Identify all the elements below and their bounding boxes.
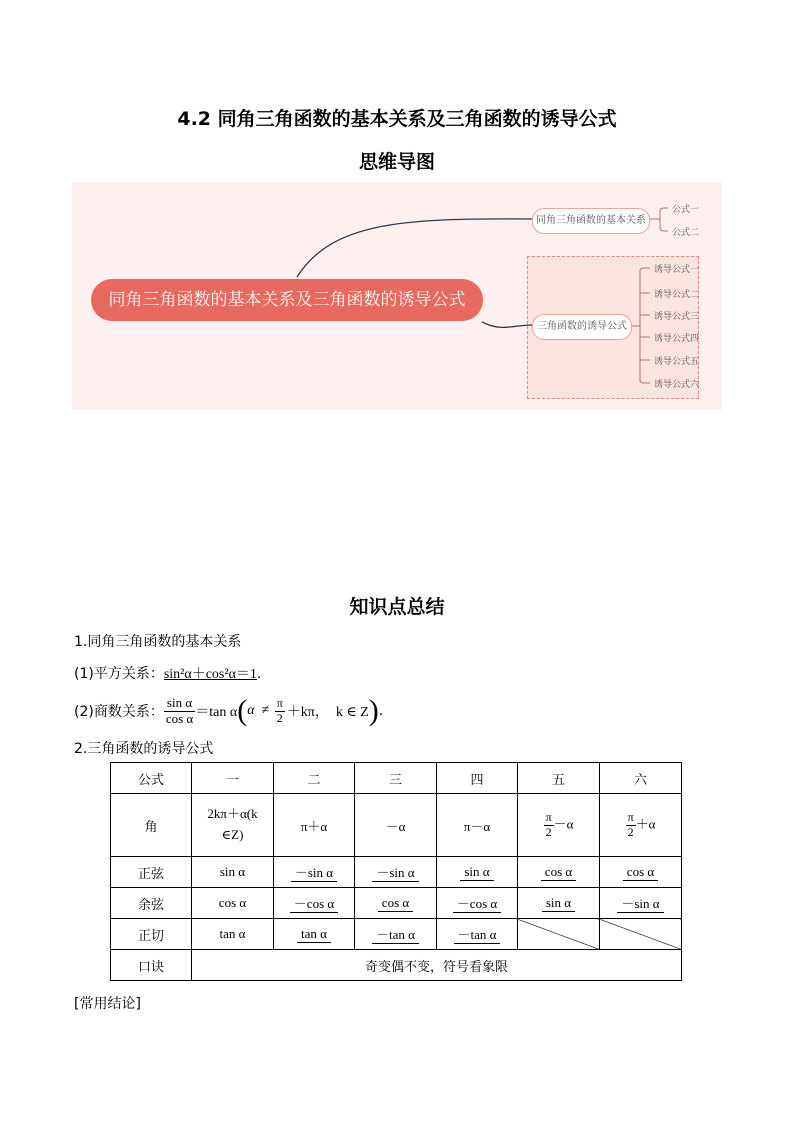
answer-blank: －tan α [372,924,419,944]
table-row-angle [111,794,682,857]
row-label: 角 [111,794,192,857]
formula-cell [437,857,518,888]
formula-cell [274,919,355,950]
angle-cell [518,794,600,857]
fraction-denominator: 2 [545,824,552,839]
sin-over-cos-fraction [164,696,195,727]
angle-cell [600,794,682,857]
angle-cell: －α [355,794,437,857]
answer-blank: cos α [378,895,413,912]
angle-one-part1: 2kπ＋α(k [207,806,258,822]
fraction-denominator: cos α [165,710,194,726]
induction-formula-table [110,762,682,981]
row-label: 口诀 [111,950,192,981]
mindmap-root-node: 同角三角函数的基本关系及三角函数的诱导公式 [91,279,483,321]
answer-blank: －sin α [617,893,663,913]
formula-cell [355,857,437,888]
angle-cell [192,794,274,857]
formula-cell [518,888,600,919]
angle-op: －α [553,815,574,831]
mindmap-heading: 思维导图 [358,151,435,173]
header-cell: 一 [192,763,274,794]
empty-diagonal-cell [518,919,600,950]
quotient-relation [74,690,383,732]
square-relation-formula: sin²α＋cos²α＝1 [163,667,257,682]
formula-cell [355,888,437,919]
formula-cell [355,919,437,950]
answer-blank: cos α [623,864,658,881]
condition-rest: ＋kπ， k ∈ Z [286,705,369,720]
header-cell: 五 [518,763,600,794]
header-cell: 公式 [111,763,192,794]
formula-cell [437,888,518,919]
fraction-denominator: 2 [276,710,283,725]
formula-cell [437,919,518,950]
answer-blank: －sin α [291,862,337,882]
header-cell: 六 [600,763,682,794]
fraction-numerator: π [627,809,634,824]
mindmap-leaf: 公式二 [672,228,700,238]
angle-one-part2: ∈Z) [221,827,244,842]
fraction-denominator: 2 [627,824,634,839]
mindmap-branch-induction-formulas: 三角函数的诱导公式 [532,314,632,340]
pi-over-two-fraction [626,811,636,840]
answer-blank: tan α [297,926,331,943]
formula-cell [600,857,682,888]
condition-alpha: α ≠ [247,703,273,718]
row-label: 正切 [111,919,192,950]
pi-over-two-fraction [544,811,554,840]
formula-cell: sin α [192,857,274,888]
mindmap-leaf: 公式一 [672,205,700,215]
answer-blank: －cos α [290,893,338,913]
mindmap-leaf: 诱导公式六 [654,380,700,390]
mindmap-leaf: 诱导公式五 [654,357,700,367]
angle-cell: π＋α [274,794,355,857]
angle-cell: π－α [437,794,518,857]
header-cell: 四 [437,763,518,794]
answer-blank: sin α [542,895,575,912]
formula-cell [274,888,355,919]
row-label: 余弦 [111,888,192,919]
section1-heading: 1.同角三角函数的基本关系 [74,634,242,650]
answer-blank: sin α [460,864,493,881]
right-paren: ) [368,694,379,727]
formula-cell [274,857,355,888]
mindmap-leaf: 诱导公式二 [654,290,700,300]
left-paren: ( [237,694,248,727]
answer-blank: －tan α [454,924,501,944]
table-row-cosine [111,888,682,919]
quotient-relation-label: (2)商数关系： [74,704,164,720]
pi-over-two-fraction [275,697,285,726]
angle-op: ＋α [635,815,656,831]
row-label: 正弦 [111,857,192,888]
common-conclusion-label: [常用结论] [74,996,141,1012]
mindmap-leaf: 诱导公式四 [654,334,700,344]
equals-tan: ＝tan α [195,705,238,720]
header-cell: 三 [355,763,437,794]
mindmap-branch-basic-relations: 同角三角函数的基本关系 [532,208,650,234]
square-relation [74,663,261,683]
mnemonic-text: 奇变偶不变，符号看象限 [192,950,682,981]
square-relation-label: (1)平方关系： [74,666,164,682]
formula-cell [600,888,682,919]
fraction-numerator: π [276,695,283,710]
empty-diagonal-cell [600,919,682,950]
formula-cell: tan α [192,919,274,950]
fraction-numerator: π [545,809,552,824]
answer-blank: cos α [541,864,576,881]
mindmap-leaf: 诱导公式一 [654,265,700,275]
mind-map [72,182,722,410]
mindmap-leaf: 诱导公式三 [654,312,700,322]
page-title: 4.2 同角三角函数的基本关系及三角函数的诱导公式 [177,108,617,130]
table-row-sine [111,857,682,888]
period: . [378,703,384,719]
answer-blank: －sin α [372,862,418,882]
period: . [256,666,262,682]
knowledge-heading: 知识点总结 [349,596,445,618]
formula-cell: cos α [192,888,274,919]
table-row-mnemonic [111,950,682,981]
answer-blank: －cos α [453,893,501,913]
formula-cell [518,857,600,888]
header-cell: 二 [274,763,355,794]
fraction-numerator: sin α [164,696,195,712]
table-header-row [111,763,682,794]
table-row-tangent [111,919,682,950]
section2-heading: 2.三角函数的诱导公式 [74,741,214,757]
